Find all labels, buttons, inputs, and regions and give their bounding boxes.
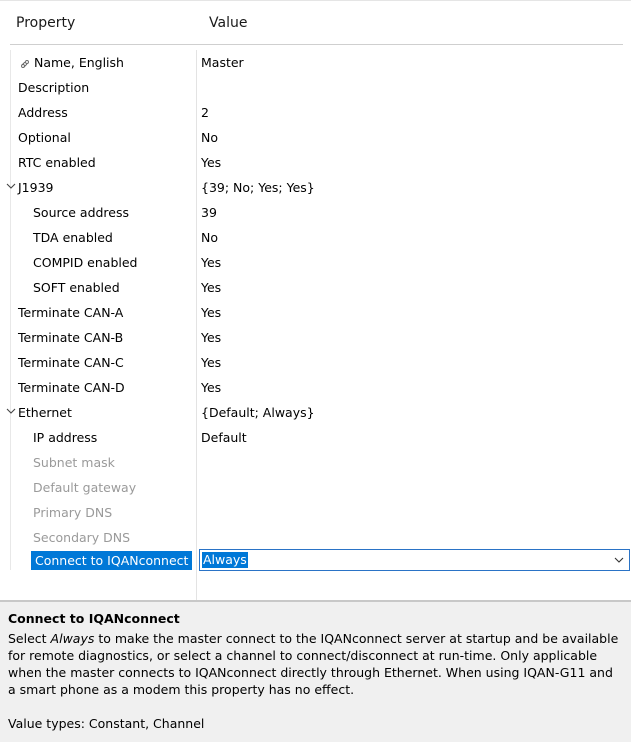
- row-value[interactable]: Yes: [201, 280, 222, 295]
- chevron-down-icon[interactable]: [6, 406, 16, 416]
- row-label: Description: [18, 80, 90, 95]
- value-types: Value types: Constant, Channel: [8, 716, 205, 731]
- row-terminate-can-d[interactable]: [0, 375, 631, 400]
- connect-dropdown[interactable]: [199, 549, 630, 571]
- description-text: Select Always to make the master connect to the IQANconnect server at startup and be available for remote diagnostics, or select a channel to connect/disconnect at run-time. Only applicable when the master connects to IQANconnect directly through Ethernet. When using IQAN-G11 and a smart phone as a modem this property has no effect.: [8, 631, 619, 697]
- row-label: SOFT enabled: [33, 280, 120, 295]
- row-value[interactable]: Yes: [201, 305, 222, 320]
- row-description[interactable]: [0, 75, 631, 100]
- row-label: Source address: [33, 205, 130, 220]
- grid-header: [0, 0, 631, 46]
- row-address[interactable]: [0, 100, 631, 125]
- header-divider: [10, 44, 623, 45]
- row-value[interactable]: Yes: [201, 155, 222, 170]
- chevron-down-icon[interactable]: [613, 554, 625, 566]
- row-default-gateway[interactable]: [0, 475, 631, 500]
- value-column-header[interactable]: Value: [209, 15, 248, 31]
- row-value[interactable]: {Default; Always}: [201, 405, 315, 420]
- row-value[interactable]: Yes: [201, 255, 222, 270]
- row-secondary-dns[interactable]: [0, 525, 631, 550]
- description-panel: [0, 600, 631, 742]
- row-terminate-can-b[interactable]: [0, 325, 631, 350]
- description-title: Connect to IQANconnect: [8, 611, 180, 626]
- row-label: Terminate CAN-B: [18, 330, 124, 345]
- row-label: Default gateway: [33, 480, 137, 495]
- row-rtc-enabled[interactable]: [0, 150, 631, 175]
- row-terminate-can-a[interactable]: [0, 300, 631, 325]
- row-label: Secondary DNS: [33, 530, 131, 545]
- row-value[interactable]: Master: [201, 55, 244, 70]
- row-tda-enabled[interactable]: [0, 225, 631, 250]
- row-source-address[interactable]: [0, 200, 631, 225]
- row-terminate-can-c[interactable]: [0, 350, 631, 375]
- chevron-down-icon[interactable]: [6, 181, 16, 191]
- row-value[interactable]: Yes: [201, 380, 222, 395]
- row-label: J1939: [18, 180, 54, 195]
- row-value[interactable]: 39: [201, 205, 217, 220]
- row-value[interactable]: 2: [201, 105, 209, 120]
- row-label: Subnet mask: [33, 455, 115, 470]
- row-compid-enabled[interactable]: [0, 250, 631, 275]
- row-label: IP address: [33, 430, 98, 445]
- row-subnet-mask[interactable]: [0, 450, 631, 475]
- row-label: Ethernet: [18, 405, 72, 420]
- row-primary-dns[interactable]: [0, 500, 631, 525]
- row-label: TDA enabled: [33, 230, 113, 245]
- row-label: Terminate CAN-D: [18, 380, 125, 395]
- row-label-selected: Connect to IQANconnect: [31, 551, 192, 570]
- row-label: COMPID enabled: [33, 255, 138, 270]
- row-value[interactable]: Default: [201, 430, 247, 445]
- row-ethernet[interactable]: [0, 400, 631, 425]
- row-value[interactable]: No: [201, 130, 218, 145]
- row-value[interactable]: Yes: [201, 330, 222, 345]
- row-label: RTC enabled: [18, 155, 96, 170]
- row-label: Optional: [18, 130, 71, 145]
- row-value[interactable]: Yes: [201, 355, 222, 370]
- dropdown-selected-value[interactable]: Always: [203, 552, 247, 567]
- row-value[interactable]: No: [201, 230, 218, 245]
- row-j1939[interactable]: [0, 175, 631, 200]
- link-icon: [20, 59, 32, 69]
- row-label: Address: [18, 105, 68, 120]
- row-label: Name, English: [34, 55, 124, 70]
- property-grid: [0, 50, 631, 600]
- row-value[interactable]: {39; No; Yes; Yes}: [201, 180, 315, 195]
- row-optional[interactable]: [0, 125, 631, 150]
- row-label: Primary DNS: [33, 505, 113, 520]
- row-label: Terminate CAN-A: [18, 305, 124, 320]
- emphasis-always: Always: [50, 631, 95, 646]
- row-soft-enabled[interactable]: [0, 275, 631, 300]
- row-ip-address[interactable]: [0, 425, 631, 450]
- row-label: Terminate CAN-C: [18, 355, 124, 370]
- property-column-header[interactable]: Property: [16, 15, 76, 31]
- row-name-english[interactable]: [0, 50, 631, 75]
- row-connect-to-iqanconnect[interactable]: [0, 549, 631, 574]
